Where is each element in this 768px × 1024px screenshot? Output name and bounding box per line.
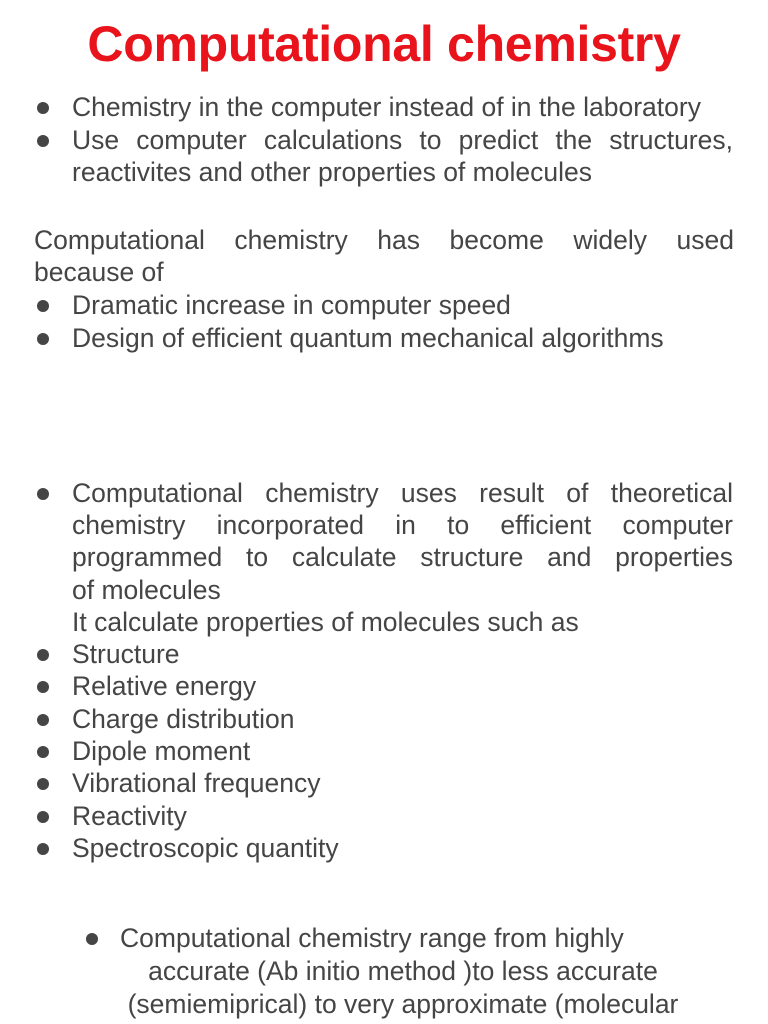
property-item: Charge distribution	[72, 703, 295, 734]
bullet-icon	[37, 333, 49, 345]
bullet-text: programmed to calculate structure and properties	[72, 542, 733, 573]
bullet-icon	[86, 933, 98, 945]
bullet-text: Computational chemistry range from highly	[120, 923, 624, 953]
bullet-icon	[37, 649, 49, 661]
bullet-text: Computational chemistry uses result of theoretical	[72, 478, 733, 508]
property-item: Vibrational frequency	[72, 768, 321, 799]
bullet-icon	[37, 811, 49, 823]
bullet-text: Dramatic increase in computer speed	[72, 290, 511, 320]
bullet-icon	[37, 746, 49, 758]
bullet-text: of molecules	[72, 574, 221, 605]
property-item: Relative energy	[72, 671, 257, 702]
bullet-text: Use computer calculations to predict the structures,	[72, 125, 733, 155]
page-title: Computational chemistry	[87, 16, 681, 72]
bullet-text: It calculate properties of molecules such as	[72, 606, 579, 637]
property-item: Dipole moment	[72, 735, 251, 766]
property-item: Spectroscopic quantity	[72, 832, 339, 863]
bullet-text: (semiemiprical) to very approximate (molecular	[127, 989, 679, 1019]
bullet-icon	[37, 300, 49, 312]
bullet-icon	[37, 102, 49, 114]
bullet-text: chemistry incorporated in to efficient computer	[72, 510, 733, 541]
bullet-icon	[37, 135, 49, 147]
bullet-text: Chemistry in the computer instead of in the laboratory	[72, 92, 701, 122]
paragraph-text: Computational chemistry has become widely used	[34, 225, 734, 255]
bullet-icon	[37, 488, 49, 500]
paragraph-text: because of	[34, 257, 164, 287]
bullet-text: Design of efficient quantum mechanical algorithms	[72, 323, 664, 353]
bullet-text: reactivites and other properties of molecules	[72, 157, 592, 187]
bullet-icon	[37, 681, 49, 693]
bullet-icon	[37, 843, 49, 855]
property-item: Structure	[72, 639, 180, 669]
bullet-icon	[37, 714, 49, 726]
bullet-text: accurate (Ab initio method )to less accurate	[148, 956, 658, 986]
property-item: Reactivity	[72, 800, 187, 831]
bullet-icon	[37, 778, 49, 790]
